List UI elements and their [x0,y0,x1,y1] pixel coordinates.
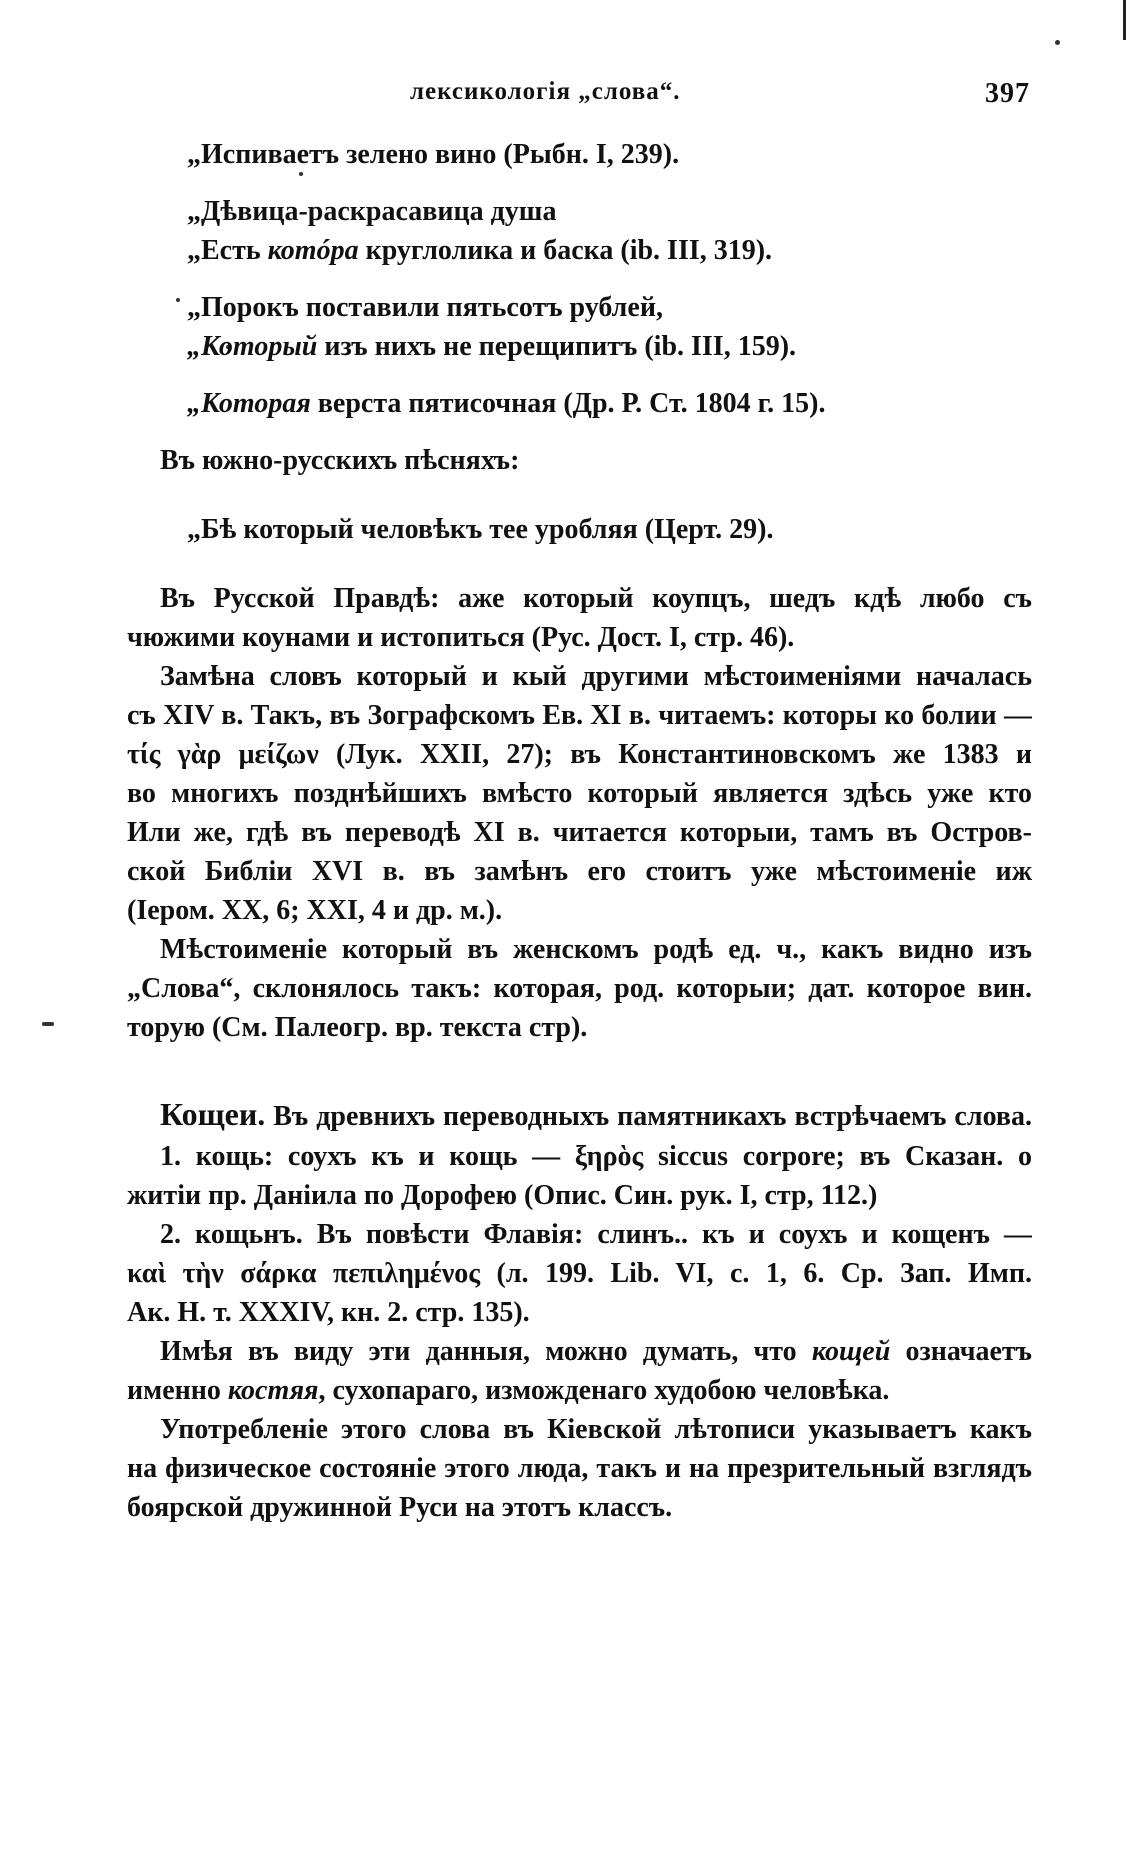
verse-line: „Испиваетъ зелено вино (Рыбн. I, 239). [187,139,680,170]
emphasized-word: костяя [227,1375,319,1406]
verse-line: „Который изъ нихъ не перещипитъ (ib. III, 159). [187,331,797,362]
spacer [127,423,1032,441]
paragraph-line: Въ Русской Правдѣ: аже который коупцъ, шедъ кдѣ любо съ [160,583,1032,614]
paragraph-line: житіи пр. Даніила по Дорофею (Опис. Син. рук. I, стр, 112.) [127,1180,878,1211]
paragraph-line: „Слова“, склонялось такъ: которая, род. которыи; дат. которое вин. [127,973,1032,1004]
paragraph-line: чюжими коунами и истопиться (Рус. Дост. I, стр. 46). [127,622,795,653]
paragraph-line: именно костяя, сухопараго, изможденаго худобою человѣка. [127,1375,890,1406]
paragraph-line: τίς γὰρ μείζων (Лук. XXII, 27); въ Константиновскомъ же 1383 и [127,739,1032,770]
text-line: Въ южно-русскихъ пѣсняхъ: [160,445,520,476]
emphasized-word: котóра [267,235,359,266]
paragraph-line: во многихъ позднѣйшихъ вмѣсто который является здѣсь уже кто [127,778,1032,809]
running-title: лексикологія „слова“. [410,78,681,105]
scan-edge-line [1123,0,1126,40]
paragraph-line: 1. кощь: соухъ къ и кощь — ξηρὸς siccus corpore; въ Сказан. о [160,1141,1032,1172]
section-heading-word: Кощеи. [160,1096,266,1132]
paragraph-line: Замѣна словъ который и кый другими мѣстоименіями началась [160,661,1032,692]
paragraph-line: съ XIV в. Такъ, въ Зографскомъ Ев. XI в. читаемъ: которы ко болии — [127,700,1032,731]
paragraph-line: καὶ τὴν σάρκα πεπιλημένος (л. 199. Lib. VI, c. 1, 6. Ср. Зап. Имп. [127,1258,1032,1289]
emphasized-word: „Которая [187,388,311,419]
verse-line: „Которая верста пятисочная (Др. Р. Ст. 1804 г. 15). [187,388,826,419]
paragraph-line: Ак. Н. т. XXXIV, кн. 2. стр. 135). [127,1297,530,1328]
spacer [127,549,1032,579]
paragraph-line: ской Библіи XVI в. въ замѣнъ его стоитъ уже мѣстоименіе иж [127,856,1032,887]
paragraph-line: (Іером. XX, 6; XXI, 4 и др. м.). [127,895,503,926]
spacer [127,366,1032,384]
scan-speck [1055,40,1060,45]
paragraph-line: 2. кощьнъ. Въ повѣсти Флавія: слинъ.. къ и соухъ и кощенъ — [160,1219,1032,1250]
spacer [127,1047,1032,1095]
paragraph-line: боярской дружинной Руси на этотъ классъ. [127,1492,673,1523]
spacer [127,174,1032,192]
paragraph-line: Или же, гдѣ въ переводѣ XI в. читается которыи, тамъ въ Остров- [127,817,1032,848]
verse-line: „Есть котóра круглолика и баска (ib. III, 319). [187,235,773,266]
emphasized-word: „Который [187,331,318,362]
spacer [127,270,1032,288]
paragraph-line: Мѣстоименіе который въ женскомъ родѣ ед. ч., какъ видно изъ [160,934,1032,965]
verse-line: „Дѣвица-раскрасавица душа [187,196,557,227]
verse-line: „Порокъ поставили пятьсотъ рублей, [187,292,663,323]
verse-line: „Бѣ который человѣкъ тее уробляя (Церт. 29). [187,514,774,545]
page-number: 397 [985,78,1030,109]
spacer [127,480,1032,510]
paragraph-line: торую (См. Палеогр. вр. текста стр). [127,1012,588,1043]
scan-speck [42,1022,54,1026]
section-heading-line: Кощеи. Въ древнихъ переводныхъ памятникахъ встрѣчаемъ слова. [160,1096,1032,1132]
page-body [127,135,1032,1527]
paragraph-line: на физическое состояніе этого люда, такъ и на презрительный взглядъ [127,1453,1032,1484]
emphasized-word: кощей [811,1336,891,1367]
paragraph-line: Имѣя въ виду эти данныя, можно думать, что кощей означаетъ [160,1336,1032,1367]
paragraph-line: Употребленіе этого слова въ Кіевской лѣтописи указываетъ какъ [160,1414,1032,1445]
